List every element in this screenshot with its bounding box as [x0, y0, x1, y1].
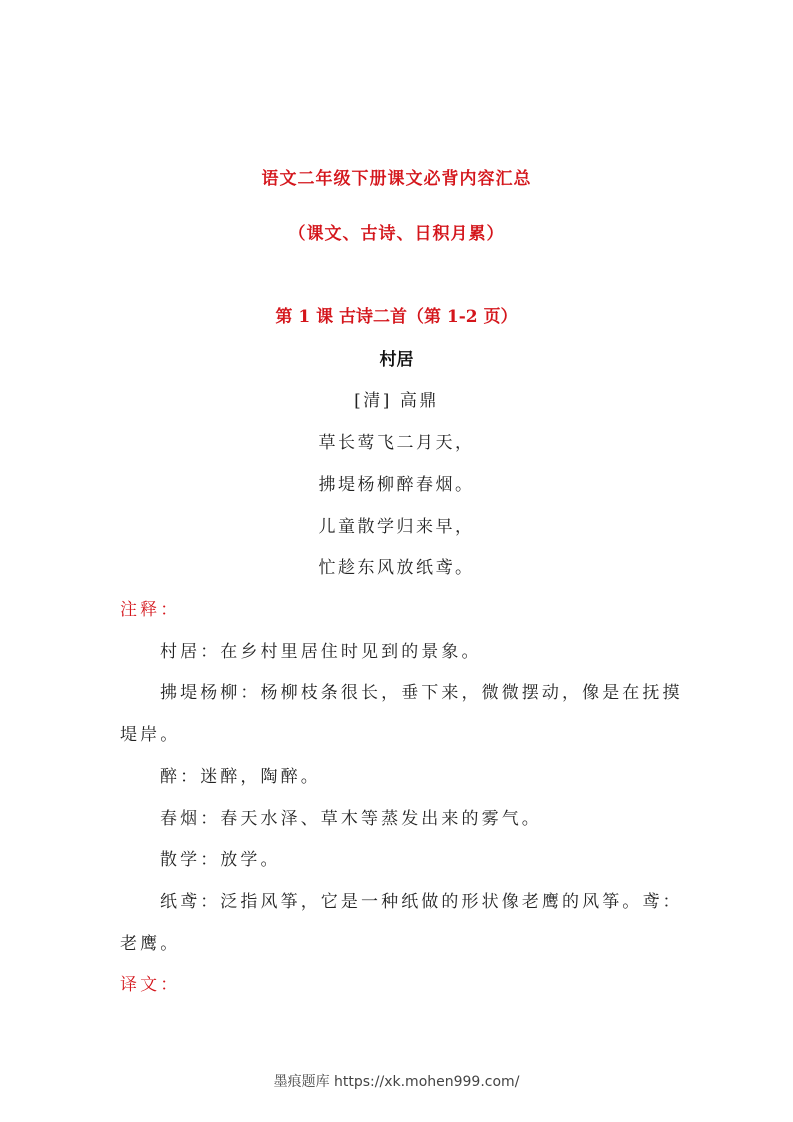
- document-subtitle: （课文、古诗、日积月累）: [288, 224, 505, 244]
- note-item: 醉：迷醉，陶醉。: [160, 767, 321, 787]
- note-item: 纸鸢：泛指风筝，它是一种纸做的形状像老鹰的风筝。鸢：: [160, 892, 683, 912]
- lesson-heading: 第 1 课 古诗二首（第 1-2 页）: [275, 307, 518, 327]
- note-item: 村居：在乡村里居住时见到的景象。: [160, 642, 482, 662]
- note-item: 散学：放学。: [160, 850, 281, 870]
- poem-line: 忙趁东风放纸鸢。: [318, 558, 475, 578]
- poem-title: 村居: [379, 350, 414, 370]
- note-item: 拂堤杨柳：杨柳枝条很长，垂下来，微微摆动，像是在抚摸: [160, 683, 683, 703]
- note-item-continuation: 老鹰。: [120, 934, 181, 954]
- note-item: 春烟：春天水泽、草木等蒸发出来的雾气。: [160, 809, 542, 829]
- poem-author: [清] 高鼎: [354, 391, 439, 411]
- poem-line: 儿童散学归来早，: [318, 517, 475, 537]
- footer-watermark: 墨痕题库 https://xk.mohen999.com/: [273, 1074, 520, 1090]
- poem-line: 草长莺飞二月天，: [318, 433, 475, 453]
- poem-line: 拂堤杨柳醉春烟。: [318, 475, 475, 495]
- translation-label: 译文：: [120, 975, 181, 995]
- note-item-continuation: 堤岸。: [120, 725, 181, 745]
- notes-label: 注释：: [120, 600, 181, 620]
- document-title: 语文二年级下册课文必背内容汇总: [261, 169, 532, 189]
